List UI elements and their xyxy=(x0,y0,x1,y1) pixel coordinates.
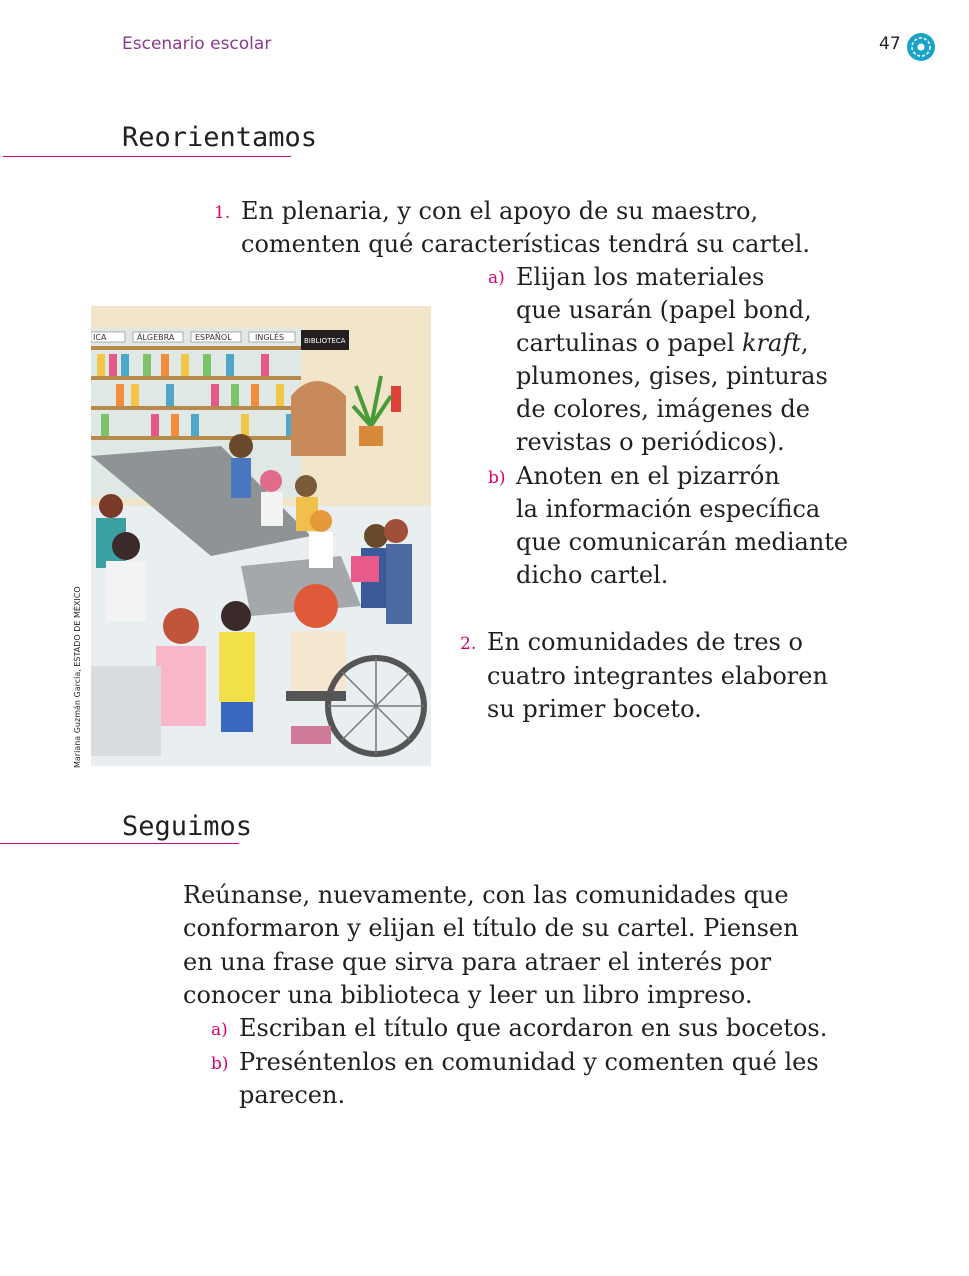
illustration-credit: Mariana Guzmán García, ESTADO DE MÉXICO xyxy=(73,586,82,768)
sub-a-line5: de colores, imágenes de xyxy=(516,395,810,423)
page-number: 47 xyxy=(879,34,901,54)
seguimos-p-line1: Reúnanse, nuevamente, con las comunidades que xyxy=(183,881,789,909)
section-title-reorientamos: Reorientamos xyxy=(122,122,318,153)
shelf-label-4: INGLÉS xyxy=(255,333,285,342)
sub-b-line1: Anoten en el pizarrón xyxy=(516,462,780,490)
item2-line3: su primer boceto. xyxy=(487,695,702,723)
sub-a-line6: revistas o periódicos). xyxy=(516,428,785,456)
section-rule xyxy=(3,156,291,157)
seguimos-sub-b-line1: Preséntenlos en comunidad y comenten qué les xyxy=(239,1048,819,1076)
library-illustration xyxy=(91,306,431,766)
section-rule xyxy=(0,843,239,844)
sub-b-line2: la información específica xyxy=(516,495,821,523)
running-header: Escenario escolar xyxy=(122,34,272,54)
sub-a-kraft: kraft xyxy=(742,329,801,357)
shelf-label-3: ESPAÑOL xyxy=(195,333,232,342)
seguimos-p-line2: conformaron y elijan el título de su cartel. Piensen xyxy=(183,914,799,942)
list-marker-a: a) xyxy=(211,1020,228,1040)
sub-a-line3-post: , xyxy=(800,329,809,357)
seguimos-sub-a-line1: Escriban el título que acordaron en sus bocetos. xyxy=(239,1014,828,1042)
item2-line1: En comunidades de tres o xyxy=(487,628,803,656)
list-marker-1: 1. xyxy=(214,203,231,223)
sub-a-line3 xyxy=(516,327,809,360)
library-sign: BIBLIOTECA xyxy=(304,337,346,345)
list-marker-2: 2. xyxy=(460,634,477,654)
shelf-label-2: ÁLGEBRA xyxy=(137,333,175,342)
list-marker-a: a) xyxy=(488,268,505,288)
item1-line2: comenten qué características tendrá su cartel. xyxy=(241,230,811,258)
shelf-label-1: ICA xyxy=(93,333,107,342)
sub-b-line4: dicho cartel. xyxy=(516,561,669,589)
section-title-seguimos: Seguimos xyxy=(122,811,253,842)
seguimos-sub-b-line2: parecen. xyxy=(239,1081,346,1109)
sub-a-line3-pre: cartulinas o papel xyxy=(516,329,743,357)
sub-a-line1: Elijan los materiales xyxy=(516,263,765,291)
list-marker-b: b) xyxy=(211,1054,229,1074)
list-marker-b: b) xyxy=(488,468,506,488)
sub-b-line3: que comunicarán mediante xyxy=(516,528,849,556)
sub-a-line2: que usarán (papel bond, xyxy=(516,296,812,324)
sub-a-line4: plumones, gises, pinturas xyxy=(516,362,828,390)
seguimos-p-line3: en una frase que sirva para atraer el interés por xyxy=(183,948,772,976)
item1-line1: En plenaria, y con el apoyo de su maestro, xyxy=(241,197,759,225)
seguimos-p-line4: conocer una biblioteca y leer un libro impreso. xyxy=(183,981,753,1009)
item2-line2: cuatro integrantes elaboren xyxy=(487,662,828,690)
flower-emblem-icon xyxy=(906,32,936,62)
